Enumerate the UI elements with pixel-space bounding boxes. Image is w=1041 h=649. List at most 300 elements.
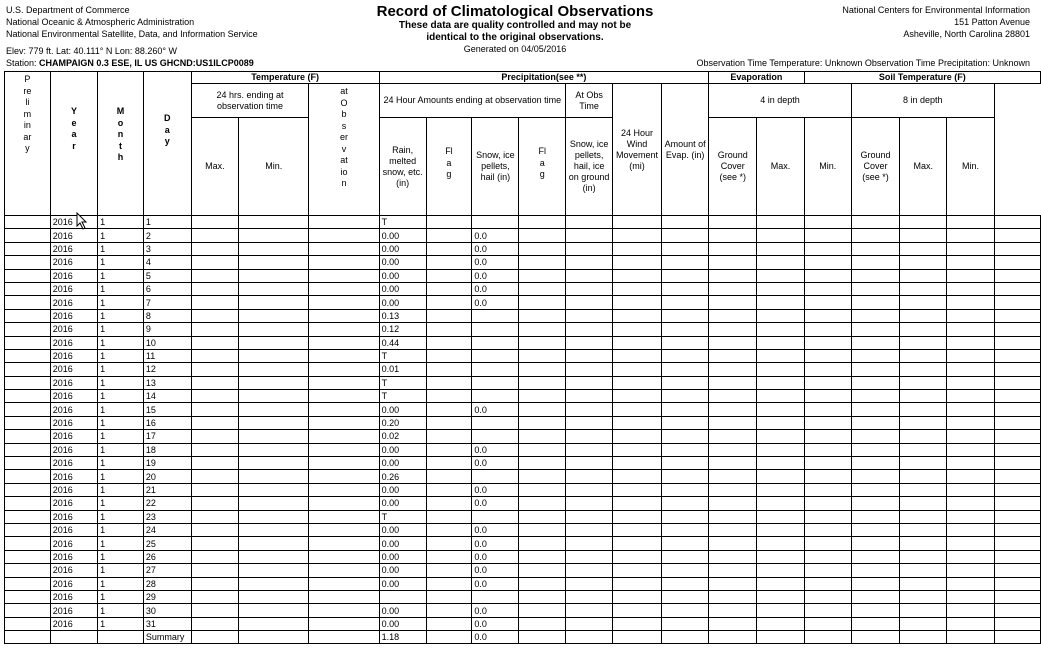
empty-cell: [566, 309, 613, 322]
rain-cell: 0.01: [379, 363, 426, 376]
empty-cell: [757, 617, 804, 630]
empty-cell: [900, 604, 947, 617]
day-cell: 15: [143, 403, 191, 416]
empty-cell: [709, 216, 757, 229]
empty-cell: [566, 416, 613, 429]
empty-cell: [519, 631, 566, 644]
empty-cell: [709, 336, 757, 349]
ncei-address: [842, 4, 1030, 40]
rain-flag-cell: [426, 403, 472, 416]
empty-cell: [804, 242, 851, 255]
table-row: [5, 349, 1041, 362]
address-line: 151 Patton Avenue: [954, 17, 1030, 27]
preliminary-cell: [5, 269, 51, 282]
empty-cell: [947, 216, 994, 229]
preliminary-cell: [5, 323, 51, 336]
temp-min-cell: [239, 416, 309, 429]
empty-cell: [900, 617, 947, 630]
empty-cell: [757, 483, 804, 496]
table-row: [5, 403, 1041, 416]
temp-max-cell: [191, 403, 239, 416]
rain-flag-cell: [426, 430, 472, 443]
empty-cell: [757, 537, 804, 550]
empty-cell: [900, 349, 947, 362]
address-line: Asheville, North Carolina 28801: [903, 29, 1030, 39]
empty-cell: [900, 229, 947, 242]
temp-max-cell: [191, 430, 239, 443]
empty-cell: [709, 537, 757, 550]
empty-cell: [519, 336, 566, 349]
snow-cell: 0.0: [472, 577, 519, 590]
table-row: [5, 617, 1041, 630]
year-cell: 2016: [50, 229, 97, 242]
month-cell: 1: [98, 483, 144, 496]
empty-cell: [804, 363, 851, 376]
empty-cell: [709, 604, 757, 617]
year-cell: 2016: [50, 323, 97, 336]
empty-cell: [900, 282, 947, 295]
empty-cell: [900, 296, 947, 309]
generated-date: Generated on 04/05/2016: [463, 44, 567, 54]
empty-cell: [804, 590, 851, 603]
year-cell: 2016: [50, 550, 97, 563]
snow-cell: [472, 363, 519, 376]
month-cell: 1: [98, 390, 144, 403]
temp-min-cell: [239, 216, 309, 229]
empty-cell: [947, 430, 994, 443]
temp-max-cell: [191, 229, 239, 242]
year-cell: 2016: [50, 376, 97, 389]
empty-cell: [519, 617, 566, 630]
snow-cell: [472, 216, 519, 229]
empty-cell: [709, 590, 757, 603]
temp-at-obs-cell: [309, 537, 379, 550]
empty-cell: [947, 242, 994, 255]
station-name: CHAMPAIGN 0.3 ESE, IL US GHCND:US1ILCP0089: [39, 58, 254, 68]
rain-flag-cell: [426, 537, 472, 550]
year-cell: 2016: [50, 443, 97, 456]
observation-time-line: Observation Time Temperature: Unknown Observation Time Precipitation: Unknown: [696, 58, 1030, 68]
empty-cell: [947, 416, 994, 429]
temp-at-obs-cell: [309, 470, 379, 483]
snow-cell: 0.0: [472, 617, 519, 630]
empty-cell: [519, 443, 566, 456]
rain-cell: 0.00: [379, 282, 426, 295]
empty-cell: [709, 497, 757, 510]
empty-cell: [851, 296, 899, 309]
empty-cell: [661, 470, 708, 483]
preliminary-cell: [5, 483, 51, 496]
rain-cell: 0.44: [379, 336, 426, 349]
month-cell: 1: [98, 376, 144, 389]
empty-cell: [50, 631, 97, 644]
temp-at-obs-cell: [309, 363, 379, 376]
temp-max-cell: [191, 282, 239, 295]
group-temperature: Temperature (F): [191, 72, 379, 84]
empty-cell: [519, 430, 566, 443]
rain-cell: 0.00: [379, 296, 426, 309]
empty-cell: [757, 430, 804, 443]
year-cell: 2016: [50, 577, 97, 590]
empty-cell: [900, 256, 947, 269]
empty-cell: [994, 457, 1040, 470]
preliminary-cell: [5, 604, 51, 617]
empty-cell: [661, 430, 708, 443]
year-cell: 2016: [50, 349, 97, 362]
empty-cell: [994, 403, 1040, 416]
snow-cell: [472, 416, 519, 429]
empty-cell: [900, 336, 947, 349]
empty-cell: [661, 390, 708, 403]
empty-cell: [191, 631, 239, 644]
table-row: [5, 296, 1041, 309]
day-cell: 5: [143, 269, 191, 282]
temp-at-obs-cell: [309, 577, 379, 590]
empty-cell: [757, 523, 804, 536]
empty-cell: [757, 229, 804, 242]
empty-cell: [613, 403, 662, 416]
empty-cell: [613, 242, 662, 255]
year-cell: 2016: [50, 416, 97, 429]
month-cell: 1: [98, 229, 144, 242]
temp-min-cell: [239, 336, 309, 349]
rain-cell: 0.00: [379, 229, 426, 242]
temp-max-cell: [191, 443, 239, 456]
empty-cell: [661, 282, 708, 295]
year-cell: 2016: [50, 403, 97, 416]
month-cell: 1: [98, 323, 144, 336]
empty-cell: [566, 390, 613, 403]
empty-cell: [994, 523, 1040, 536]
empty-cell: [851, 457, 899, 470]
temp-max-cell: [191, 604, 239, 617]
empty-cell: [757, 363, 804, 376]
temp-at-obs-cell: [309, 523, 379, 536]
empty-cell: [757, 497, 804, 510]
empty-cell: [566, 256, 613, 269]
empty-cell: [947, 523, 994, 536]
day-cell: 23: [143, 510, 191, 523]
temp-min-cell: [239, 617, 309, 630]
rain-cell: 0.00: [379, 564, 426, 577]
rain-flag-cell: [426, 296, 472, 309]
temp-max-cell: [191, 376, 239, 389]
snow-cell: [472, 390, 519, 403]
empty-cell: [900, 577, 947, 590]
rain-flag-cell: [426, 256, 472, 269]
table-row: [5, 229, 1041, 242]
empty-cell: [661, 323, 708, 336]
table-row: [5, 604, 1041, 617]
temp-max-cell: [191, 296, 239, 309]
temp-max-cell: [191, 537, 239, 550]
empty-cell: [661, 309, 708, 322]
empty-cell: [900, 309, 947, 322]
day-cell: 17: [143, 430, 191, 443]
month-cell: 1: [98, 430, 144, 443]
col-at-observation: at Observation: [309, 84, 379, 216]
rain-flag-cell: [426, 242, 472, 255]
empty-cell: [566, 376, 613, 389]
rain-flag-cell: [426, 617, 472, 630]
empty-cell: [900, 269, 947, 282]
empty-cell: [851, 216, 899, 229]
empty-cell: [661, 336, 708, 349]
temp-max-cell: [191, 416, 239, 429]
temp-at-obs-cell: [309, 617, 379, 630]
temp-at-obs-cell: [309, 550, 379, 563]
empty-cell: [566, 229, 613, 242]
day-cell: 8: [143, 309, 191, 322]
month-cell: 1: [98, 617, 144, 630]
empty-cell: [757, 256, 804, 269]
preliminary-cell: [5, 510, 51, 523]
empty-cell: [994, 550, 1040, 563]
empty-cell: [519, 590, 566, 603]
preliminary-cell: [5, 403, 51, 416]
snow-cell: 0.0: [472, 483, 519, 496]
empty-cell: [804, 282, 851, 295]
empty-cell: [661, 537, 708, 550]
empty-cell: [900, 376, 947, 389]
climate-observations-table: [4, 71, 1041, 644]
empty-cell: [994, 443, 1040, 456]
empty-cell: [709, 296, 757, 309]
empty-cell: [566, 403, 613, 416]
empty-cell: [804, 631, 851, 644]
table-row: [5, 577, 1041, 590]
empty-cell: [566, 349, 613, 362]
month-cell: 1: [98, 497, 144, 510]
year-cell: 2016: [50, 269, 97, 282]
col-preliminary: Preliminary: [5, 72, 51, 216]
empty-cell: [900, 457, 947, 470]
temp-at-obs-cell: [309, 323, 379, 336]
month-cell: 1: [98, 590, 144, 603]
agency-line: National Environmental Satellite, Data, and Information Service: [6, 29, 258, 39]
empty-cell: [613, 256, 662, 269]
preliminary-cell: [5, 416, 51, 429]
snow-cell: [472, 470, 519, 483]
preliminary-cell: [5, 296, 51, 309]
temp-at-obs-cell: [309, 416, 379, 429]
empty-cell: [900, 550, 947, 563]
empty-cell: [757, 323, 804, 336]
snow-cell: 0.0: [472, 604, 519, 617]
empty-cell: [994, 590, 1040, 603]
snow-cell: [472, 349, 519, 362]
temp-at-obs-cell: [309, 510, 379, 523]
day-cell: 11: [143, 349, 191, 362]
empty-cell: [566, 336, 613, 349]
empty-cell: [566, 470, 613, 483]
col-wind-movement: 24 Hour Wind Movement (mi): [613, 84, 662, 216]
empty-cell: [519, 564, 566, 577]
empty-cell: [566, 483, 613, 496]
rain-cell: T: [379, 390, 426, 403]
empty-cell: [947, 336, 994, 349]
table-row: [5, 564, 1041, 577]
temp-at-obs-cell: [309, 564, 379, 577]
snow-cell: 0.0: [472, 282, 519, 295]
rain-flag-cell: [426, 457, 472, 470]
rain-cell: 0.00: [379, 242, 426, 255]
empty-cell: [851, 336, 899, 349]
empty-cell: [757, 564, 804, 577]
temp-max-cell: [191, 336, 239, 349]
day-cell: 22: [143, 497, 191, 510]
temp-at-obs-cell: [309, 443, 379, 456]
empty-cell: [851, 617, 899, 630]
temp-min-cell: [239, 296, 309, 309]
empty-cell: [709, 457, 757, 470]
rain-cell: 0.00: [379, 523, 426, 536]
year-cell: 2016: [50, 604, 97, 617]
month-cell: 1: [98, 564, 144, 577]
empty-cell: [519, 216, 566, 229]
empty-cell: [757, 390, 804, 403]
snow-cell: 0.0: [472, 537, 519, 550]
empty-cell: [709, 617, 757, 630]
temp-min-cell: [239, 282, 309, 295]
empty-cell: [661, 296, 708, 309]
day-cell: 29: [143, 590, 191, 603]
empty-cell: [566, 550, 613, 563]
preliminary-cell: [5, 349, 51, 362]
temp-min-cell: [239, 349, 309, 362]
temp-at-obs-cell: [309, 390, 379, 403]
empty-cell: [661, 216, 708, 229]
preliminary-cell: [5, 229, 51, 242]
year-cell: 2016: [50, 457, 97, 470]
empty-cell: [947, 403, 994, 416]
temp-max-cell: [191, 390, 239, 403]
preliminary-cell: [5, 376, 51, 389]
temp-24hr-heading: 24 hrs. ending at observation time: [191, 84, 309, 118]
month-cell: 1: [98, 216, 144, 229]
year-cell: 2016: [50, 590, 97, 603]
empty-cell: [709, 282, 757, 295]
temp-at-obs-cell: [309, 457, 379, 470]
temp-min-cell: [239, 376, 309, 389]
temp-max-cell: [191, 242, 239, 255]
temp-max-cell: [191, 564, 239, 577]
empty-cell: [613, 390, 662, 403]
empty-cell: [709, 416, 757, 429]
year-cell: 2016: [50, 256, 97, 269]
empty-cell: [900, 216, 947, 229]
empty-cell: [851, 577, 899, 590]
station-line: [6, 57, 254, 69]
rain-cell: T: [379, 349, 426, 362]
rain-flag-cell: [426, 336, 472, 349]
empty-cell: [519, 363, 566, 376]
empty-cell: [757, 269, 804, 282]
temp-min-cell: [239, 537, 309, 550]
day-cell: 19: [143, 457, 191, 470]
empty-cell: [709, 403, 757, 416]
empty-cell: [757, 457, 804, 470]
month-cell: 1: [98, 523, 144, 536]
empty-cell: [947, 537, 994, 550]
empty-cell: [994, 577, 1040, 590]
month-cell: 1: [98, 604, 144, 617]
month-cell: 1: [98, 309, 144, 322]
table-row: [5, 470, 1041, 483]
day-cell: 4: [143, 256, 191, 269]
rain-cell: 0.00: [379, 550, 426, 563]
rain-flag-cell: [426, 229, 472, 242]
year-cell: 2016: [50, 282, 97, 295]
empty-cell: [566, 617, 613, 630]
day-cell: 21: [143, 483, 191, 496]
snow-cell: 0.0: [472, 457, 519, 470]
temp-min-cell: [239, 309, 309, 322]
rain-flag-cell: [426, 443, 472, 456]
rain-cell: T: [379, 216, 426, 229]
empty-cell: [804, 269, 851, 282]
empty-cell: [900, 430, 947, 443]
temp-max-cell: [191, 363, 239, 376]
rain-cell: 0.00: [379, 497, 426, 510]
year-cell: 2016: [50, 497, 97, 510]
empty-cell: [851, 403, 899, 416]
empty-cell: [851, 483, 899, 496]
empty-cell: [994, 296, 1040, 309]
temp-max-cell: [191, 470, 239, 483]
col-soil4-max: Max.: [757, 118, 804, 216]
empty-cell: [709, 269, 757, 282]
empty-cell: [851, 309, 899, 322]
empty-cell: [947, 443, 994, 456]
empty-cell: [994, 510, 1040, 523]
empty-cell: [851, 282, 899, 295]
empty-cell: [613, 269, 662, 282]
empty-cell: [566, 497, 613, 510]
year-cell: 2016: [50, 470, 97, 483]
empty-cell: [519, 457, 566, 470]
empty-cell: [947, 590, 994, 603]
empty-cell: [851, 604, 899, 617]
table-row: [5, 537, 1041, 550]
empty-cell: [851, 242, 899, 255]
empty-cell: [900, 470, 947, 483]
empty-cell: [994, 256, 1040, 269]
temp-min-cell: [239, 604, 309, 617]
rain-cell: 0.20: [379, 416, 426, 429]
empty-cell: [519, 604, 566, 617]
empty-cell: [613, 523, 662, 536]
empty-cell: [613, 216, 662, 229]
temp-max-cell: [191, 577, 239, 590]
year-cell: 2016: [50, 242, 97, 255]
empty-cell: [519, 309, 566, 322]
table-row: [5, 269, 1041, 282]
temp-min-cell: [239, 323, 309, 336]
col-snow: Snow, ice pellets, hail (in): [472, 118, 519, 216]
station-label: Station:: [6, 58, 40, 68]
arrow-cursor-icon: [76, 212, 88, 230]
rain-flag-cell: [426, 497, 472, 510]
empty-cell: [661, 510, 708, 523]
empty-cell: [566, 443, 613, 456]
empty-cell: [519, 470, 566, 483]
rain-flag-cell: [426, 390, 472, 403]
empty-cell: [613, 457, 662, 470]
empty-cell: [519, 282, 566, 295]
empty-cell: [900, 403, 947, 416]
day-cell: 16: [143, 416, 191, 429]
